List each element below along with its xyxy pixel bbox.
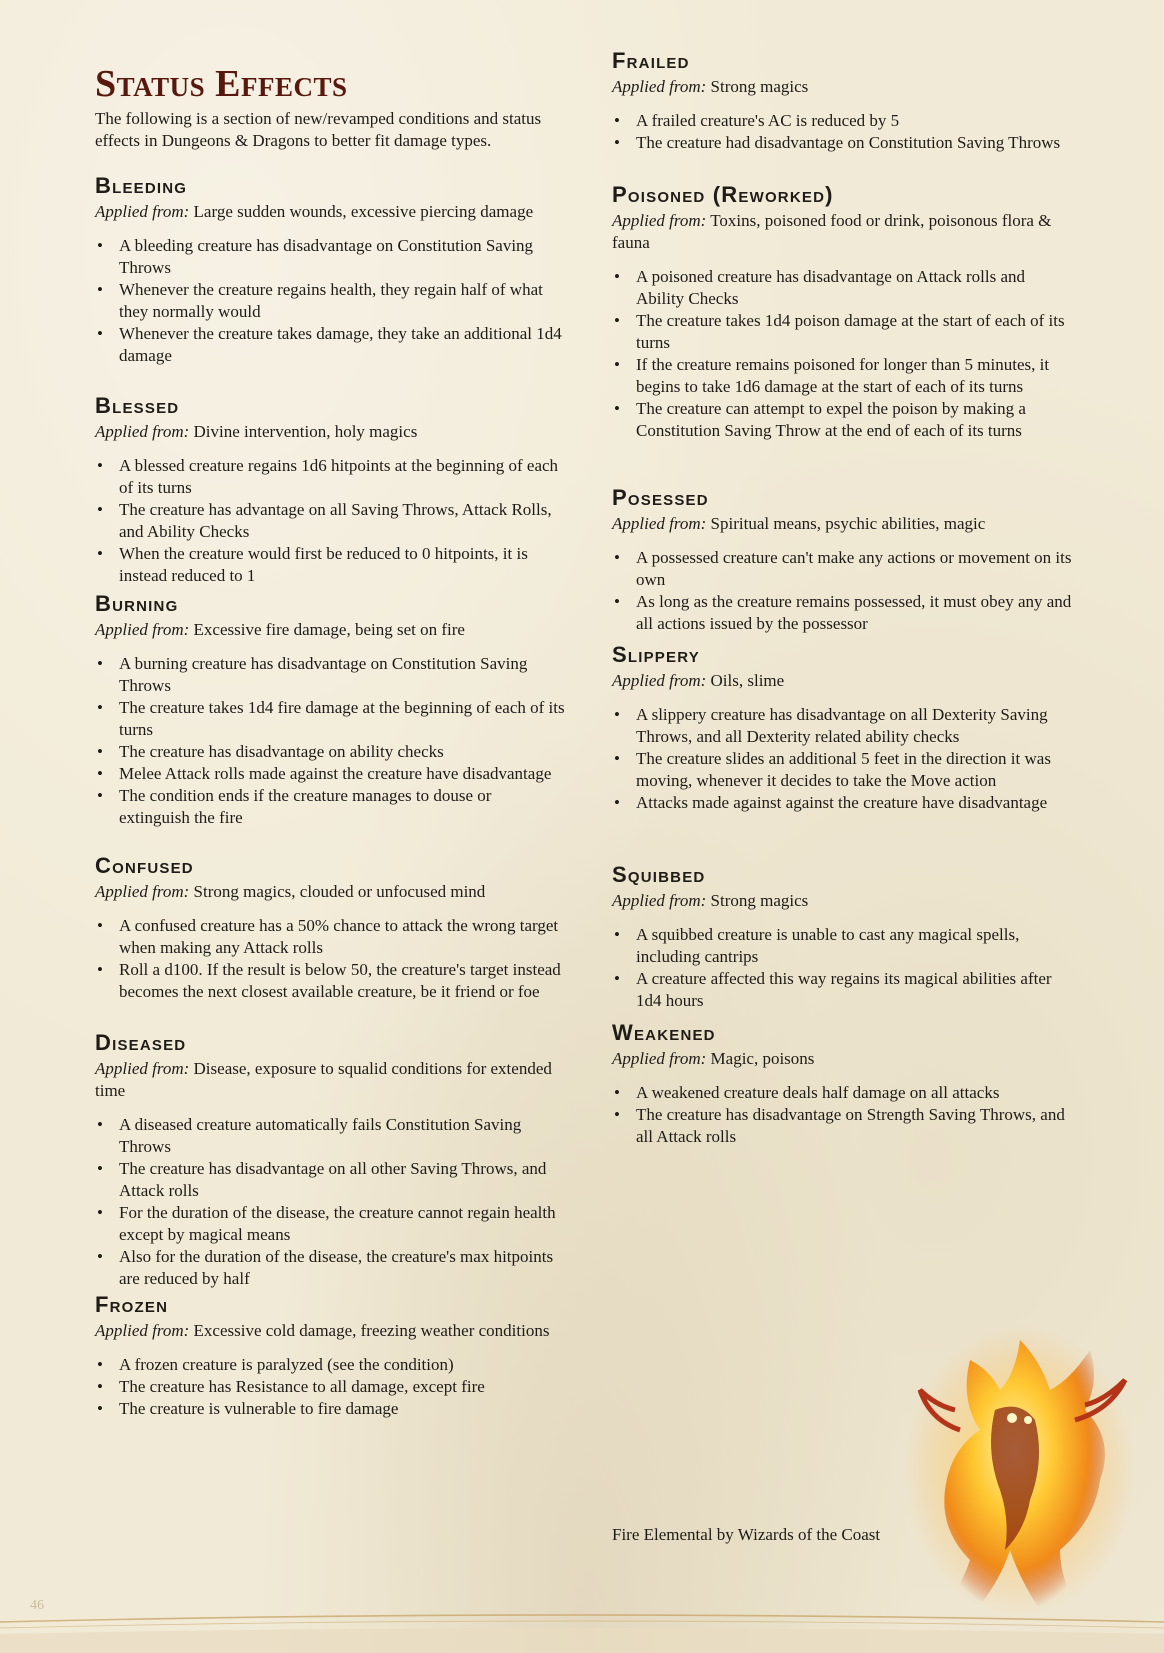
bullet-list: [612, 266, 1072, 442]
bullet-item: • The creature has disadvantage on all other Saving Throws, and Attack rolls: [95, 1158, 565, 1202]
bullet-list: [95, 653, 565, 829]
bullet-list: [95, 1114, 565, 1290]
applied-from-value: Divine intervention, holy magics: [193, 422, 418, 441]
bullet-item: • Whenever the creature takes damage, they take an additional 1d4 damage: [95, 323, 565, 367]
applied-from-label: Applied from:: [95, 202, 190, 221]
bullet-item: • A possessed creature can't make any actions or movement on its own: [612, 547, 1072, 591]
applied-from-value: Spiritual means, psychic abilities, magic: [710, 514, 986, 533]
page-title: Status Effects: [95, 63, 348, 105]
bullet-item: • The creature takes 1d4 fire damage at the beginning of each of its turns: [95, 697, 565, 741]
bullet-item: • A diseased creature automatically fails Constitution Saving Throws: [95, 1114, 565, 1158]
bullet-item: • The creature slides an additional 5 feet in the direction it was moving, whenever it decides to take the Move action: [612, 748, 1072, 792]
bullet-item: • A frozen creature is paralyzed (see the condition): [95, 1354, 565, 1376]
applied-from-value: Strong magics: [710, 77, 809, 96]
section-heading: Posessed: [612, 485, 709, 510]
applied-from-value: Magic, poisons: [710, 1049, 815, 1068]
section-heading: Diseased: [95, 1030, 187, 1055]
section-bleeding: [95, 173, 565, 367]
applied-from: [612, 1048, 1072, 1070]
applied-from: [95, 1320, 565, 1342]
bullet-list: [612, 704, 1072, 814]
bullet-item: • When the creature would first be reduced to 0 hitpoints, it is instead reduced to 1: [95, 543, 565, 587]
bullet-item: • A creature affected this way regains its magical abilities after 1d4 hours: [612, 968, 1072, 1012]
applied-from-label: Applied from:: [612, 1049, 707, 1068]
applied-from-label: Applied from:: [95, 1321, 190, 1340]
page-number: 46: [30, 1598, 44, 1613]
bullet-item: • The creature had disadvantage on Constitution Saving Throws: [612, 132, 1072, 154]
applied-from: [612, 513, 1072, 535]
bullet-list: [95, 915, 565, 1003]
bullet-item: • The creature has disadvantage on ability checks: [95, 741, 565, 763]
bullet-item: • Whenever the creature regains health, they regain half of what they normally would: [95, 279, 565, 323]
bullet-list: [612, 924, 1072, 1012]
bullet-list: [95, 1354, 565, 1420]
intro-paragraph: The following is a section of new/revamped conditions and status effects in Dungeons & Dragons to better fit damage types.: [95, 109, 542, 150]
applied-from: [612, 210, 1072, 254]
applied-from-value: Oils, slime: [710, 671, 785, 690]
bullet-list: [612, 1082, 1072, 1148]
bullet-item: • For the duration of the disease, the creature cannot regain health except by magical means: [95, 1202, 565, 1246]
bullet-list: [95, 455, 565, 587]
applied-from-label: Applied from:: [612, 891, 707, 910]
section-heading: Frozen: [95, 1292, 169, 1317]
bullet-item: • The creature has disadvantage on Strength Saving Throws, and all Attack rolls: [612, 1104, 1072, 1148]
bullet-item: • The creature can attempt to expel the poison by making a Constitution Saving Throw at the end of each of its turns: [612, 398, 1072, 442]
applied-from: [95, 1058, 565, 1102]
section-weakened: [612, 1020, 1072, 1148]
section-posessed: [612, 485, 1072, 635]
applied-from-label: Applied from:: [95, 882, 190, 901]
section-blessed: [95, 393, 565, 587]
bullet-item: • The creature has advantage on all Saving Throws, Attack Rolls, and Ability Checks: [95, 499, 565, 543]
section-heading: Burning: [95, 591, 179, 616]
applied-from-value: Large sudden wounds, excessive piercing damage: [193, 202, 534, 221]
applied-from: [95, 881, 565, 903]
section-slippery: [612, 642, 1072, 814]
bullet-item: • Also for the duration of the disease, the creature's max hitpoints are reduced by half: [95, 1246, 565, 1290]
applied-from-label: Applied from:: [95, 1059, 190, 1078]
applied-from-label: Applied from:: [612, 514, 707, 533]
section-confused: [95, 853, 565, 1003]
section-heading: Squibbed: [612, 862, 706, 887]
bullet-item: • A slippery creature has disadvantage on all Dexterity Saving Throws, and all Dexterity related ability checks: [612, 704, 1072, 748]
applied-from-value: Toxins, poisoned food or drink, poisonous flora & fauna: [612, 211, 1052, 252]
section-frailed: [612, 48, 1072, 154]
bullet-item: • Roll a d100. If the result is below 50, the creature's target instead becomes the next closest available creature, be it friend or foe: [95, 959, 565, 1003]
section-heading: Weakened: [612, 1020, 716, 1045]
applied-from-label: Applied from:: [612, 211, 707, 230]
section-squibbed: [612, 862, 1072, 1012]
applied-from-value: Excessive fire damage, being set on fire: [193, 620, 465, 639]
section-heading: Bleeding: [95, 173, 188, 198]
applied-from-value: Strong magics, clouded or unfocused mind: [193, 882, 486, 901]
fire-elemental-illustration: [900, 1320, 1150, 1620]
applied-from: [612, 890, 1072, 912]
bullet-item: • The creature has Resistance to all damage, except fire: [95, 1376, 565, 1398]
bullet-list: [612, 547, 1072, 635]
bullet-item: • A blessed creature regains 1d6 hitpoints at the beginning of each of its turns: [95, 455, 565, 499]
bullet-item: • Melee Attack rolls made against the creature have disadvantage: [95, 763, 565, 785]
bullet-item: • The creature is vulnerable to fire damage: [95, 1398, 565, 1420]
bullet-item: • A confused creature has a 50% chance to attack the wrong target when making any Attack rolls: [95, 915, 565, 959]
bullet-item: • The condition ends if the creature manages to douse or extinguish the fire: [95, 785, 565, 829]
applied-from: [95, 619, 565, 641]
section-frozen: [95, 1292, 565, 1420]
bullet-item: • If the creature remains poisoned for longer than 5 minutes, it begins to take 1d6 damage at the start of each of its turns: [612, 354, 1072, 398]
bullet-item: • A poisoned creature has disadvantage on Attack rolls and Ability Checks: [612, 266, 1072, 310]
applied-from: [95, 421, 565, 443]
bullet-item: • As long as the creature remains possessed, it must obey any and all actions issued by the possessor: [612, 591, 1072, 635]
applied-from: [95, 201, 565, 223]
section-heading: Poisoned (Reworked): [612, 182, 834, 207]
image-caption: Fire Elemental by Wizards of the Coast: [612, 1525, 881, 1544]
bullet-item: • A bleeding creature has disadvantage on Constitution Saving Throws: [95, 235, 565, 279]
applied-from: [612, 670, 1072, 692]
applied-from: [612, 76, 1072, 98]
bullet-item: • A weakened creature deals half damage on all attacks: [612, 1082, 1072, 1104]
applied-from-value: Strong magics: [710, 891, 809, 910]
section-burning: [95, 591, 565, 829]
applied-from-label: Applied from:: [612, 77, 707, 96]
applied-from-label: Applied from:: [95, 422, 190, 441]
applied-from-label: Applied from:: [95, 620, 190, 639]
section-heading: Frailed: [612, 48, 690, 73]
bullet-item: • A burning creature has disadvantage on Constitution Saving Throws: [95, 653, 565, 697]
applied-from-value: Disease, exposure to squalid conditions for extended time: [95, 1059, 552, 1100]
section-poisoned-reworked: [612, 182, 1072, 442]
bullet-item: • A squibbed creature is unable to cast any magical spells, including cantrips: [612, 924, 1072, 968]
bullet-item: • The creature takes 1d4 poison damage at the start of each of its turns: [612, 310, 1072, 354]
bullet-item: • Attacks made against against the creature have disadvantage: [612, 792, 1072, 814]
section-heading: Blessed: [95, 393, 180, 418]
bullet-list: [612, 110, 1072, 154]
applied-from-value: Excessive cold damage, freezing weather conditions: [193, 1321, 550, 1340]
applied-from-label: Applied from:: [612, 671, 707, 690]
section-diseased: [95, 1030, 565, 1290]
bullet-item: • A frailed creature's AC is reduced by 5: [612, 110, 1072, 132]
section-heading: Slippery: [612, 642, 700, 667]
bullet-list: [95, 235, 565, 367]
section-heading: Confused: [95, 853, 194, 878]
